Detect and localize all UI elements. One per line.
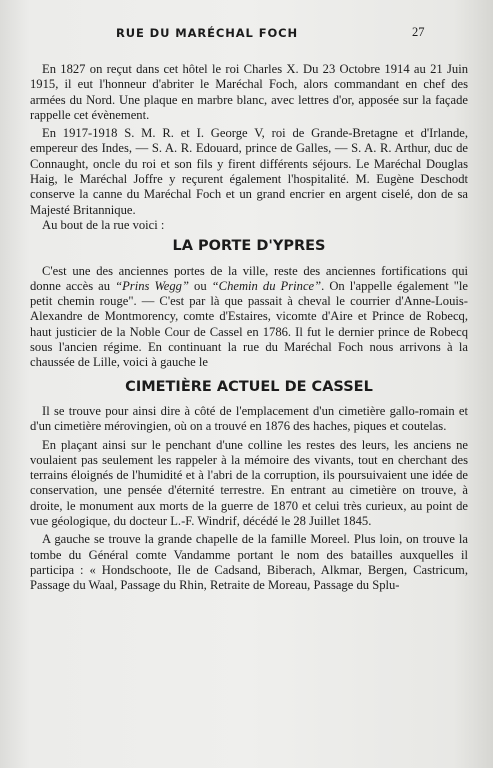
paragraph-end-of-street: Au bout de la rue voici :	[42, 217, 165, 232]
porte-text-3: . On l'appelle également "le petit chemin rouge". — C'est par là que passait à cheval le courrier d'Anne-Louis-Alexandre de Montmorency, comte d'Estaires, vicomte d'Aire et Prince de Robecq, haut justicier de la Noble Cour de Cassel en 1786. Il fut le dernier prince de Robecq sous l'ancien régime. En continuant la rue du Maréchal Foch nous arrivons à la chaussée de Lille, voici à gauche le	[30, 278, 468, 370]
body-text	[30, 62, 468, 594]
running-title: RUE DU MARÉCHAL FOCH	[116, 26, 298, 40]
paragraph-foch-hotel: En 1827 on reçut dans cet hôtel le roi Charles X. Du 23 Octobre 1914 au 21 Juin 1915, il eut l'honneur d'abriter le Maréchal Foch, alors commandant en chef des armées du Nord. Une plaque en marbre blanc, avec lettres d'or, apposée sur la façade rappelle cet évènement.	[30, 62, 468, 122]
prins-wegg-term: “Prins Wegg”	[115, 278, 189, 293]
paragraph-vandamme-tomb: A gauche se trouve la grande chapelle de la famille Moreel. Plus loin, on trouve la tombe du Général comte Vandamme portant le nom des batailles auxquelles il participa : « Hondschoote, Ile de Cadsand, Biberach, Alkmar, Bergen, Castricum, Passage du Waal, Passage du Rhin, Retraite de Moreau, Passage du Splu-	[30, 532, 468, 593]
page-number: 27	[412, 25, 425, 39]
section-title-porte-dypres: LA PORTE D'YPRES	[172, 238, 326, 255]
chemin-du-prince-term: “Chemin du Prince”	[211, 278, 322, 293]
paragraph-cemetery-location: Il se trouve pour ainsi dire à côté de l'emplacement d'un cimetière gallo-romain et d'un cimetière mérovingien, où on a trouvé en 1876 des haches, piques et coutelas.	[30, 403, 468, 434]
page-header	[0, 26, 493, 46]
paragraph-porte-dypres	[30, 264, 468, 371]
paragraph-cemetery-meaning: En plaçant ainsi sur le penchant d'une colline les restes des leurs, les anciens ne voulaient pas seulement les rappeler à la mémoire des vivants, tout en cherchant des terrains éloignés de l'humidité et à l'abri de la corruption, ils poursuivaient une idée de conservation, une pensée d'éternité terrestre. En entrant au cimetière on trouve, à droite, le monument aux morts de la guerre de 1870 et celui très curieux, au point de vue géologique, du docteur L.-F. Windrif, décédé le 28 Juillet 1845.	[30, 437, 468, 529]
porte-text-1: C'est une des anciennes portes de la ville, reste des anciennes fortifications qui donne accès au	[30, 263, 468, 293]
porte-text-2: ou	[188, 278, 212, 293]
paragraph-royal-visits: En 1917-1918 S. M. R. et I. George V, roi de Grande-Bretagne et d'Irlande, empereur des Indes, — S. A. R. Edouard, prince de Galles, — S. A. R. Arthur, duc de Connaught, oncle du roi et son fils y firent différents séjours. Le Maréchal Douglas Haig, le Maréchal Joffre y reçurent également l'hospitalité. M. Eugène Deschodt conserve la canne du Maréchal Foch et un grand encrier en argent ciselé, don de sa Majesté Britannique.	[30, 126, 468, 217]
section-title-cimetiere: CIMETIÈRE ACTUEL DE CASSEL	[125, 378, 373, 395]
